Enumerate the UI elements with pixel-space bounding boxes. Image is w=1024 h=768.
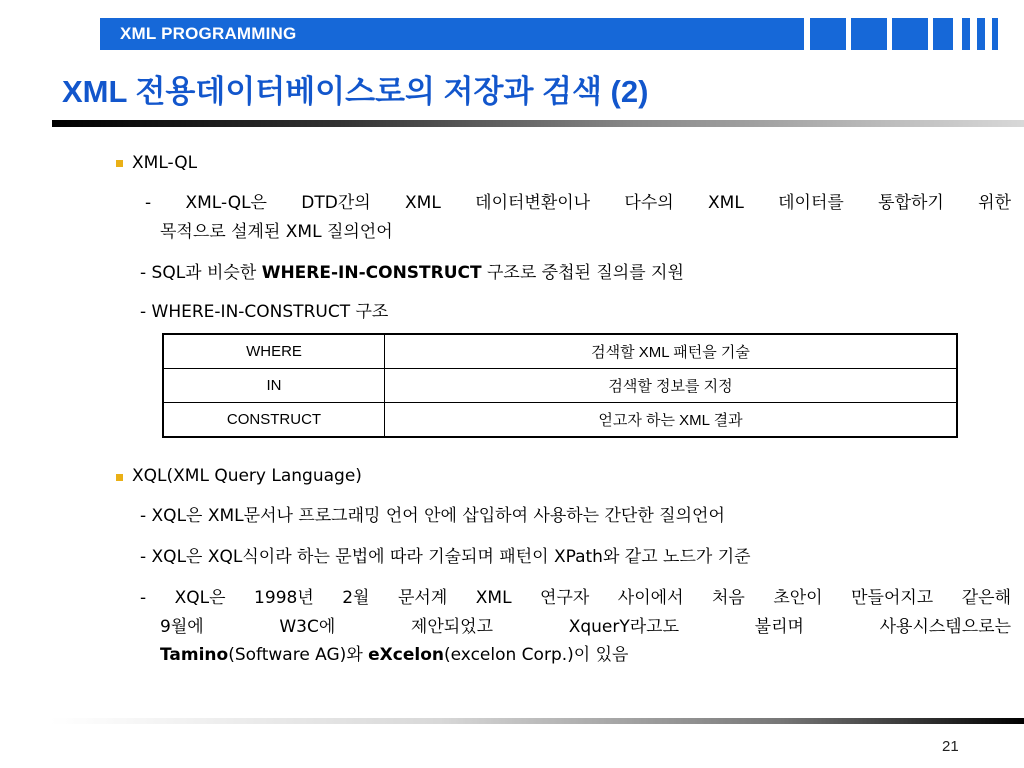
page-number: 21 <box>942 738 959 755</box>
xmlql-line2 <box>140 262 684 284</box>
banner-bar <box>962 18 970 50</box>
header-banner <box>100 18 804 50</box>
xql-line2: - XQL은 XQL식이라 하는 문법에 따라 기술되며 패턴이 XPath와 같고 노드가 기준 <box>140 547 751 567</box>
xql-line3b: 9월에 W3C에 제안되었고 XquerY라고도 불리며 사용시스템으로는 <box>160 617 1011 637</box>
banner-square <box>892 18 928 50</box>
product-tamino: Tamino <box>160 645 229 665</box>
xmlql-line2-pre: - SQL과 비슷한 <box>140 263 262 283</box>
xql-line3c-part4: (excelon Corp.)이 있음 <box>444 645 629 665</box>
table-cell-desc: 검색할 XML 패턴을 기술 <box>385 334 958 369</box>
banner-bar <box>977 18 985 50</box>
table-cell-clause: IN <box>163 369 385 403</box>
xql-line3a: - XQL은 1998년 2월 문서계 XML 연구자 사이에서 처음 초안이 만들어지고 같은해 <box>140 588 1011 608</box>
course-label: XML PROGRAMMING <box>120 24 297 43</box>
table-row <box>163 334 957 369</box>
banner-square <box>851 18 887 50</box>
where-in-construct-table <box>162 333 958 438</box>
bullet-icon <box>116 474 123 481</box>
xql-line3c <box>160 644 628 666</box>
table-row <box>163 369 957 403</box>
xmlql-line2-post: 구조로 중첩된 질의를 지원 <box>481 263 684 283</box>
banner-bar <box>992 18 998 50</box>
banner-square <box>933 18 953 50</box>
xmlql-line3: - WHERE-IN-CONSTRUCT 구조 <box>140 302 389 322</box>
table-cell-clause: WHERE <box>163 334 385 369</box>
table-cell-desc: 얻고자 하는 XML 결과 <box>385 403 958 438</box>
title-divider <box>52 120 1024 127</box>
footer-divider <box>50 718 1024 724</box>
bullet-icon <box>116 160 123 167</box>
xmlql-line1a: - XML-QL은 DTD간의 XML 데이터변환이나 다수의 XML 데이터를 통합하기 위한 <box>145 193 1011 213</box>
xql-line1: - XQL은 XML문서나 프로그래밍 언어 안에 삽입하여 사용하는 간단한 질의언어 <box>140 506 725 526</box>
banner-square <box>810 18 846 50</box>
slide-title: XML 전용데이터베이스로의 저장과 검색 (2) <box>62 74 649 109</box>
section-heading-xmlql: XML-QL <box>132 153 198 173</box>
xmlql-line1b: 목적으로 설계된 XML 질의언어 <box>160 222 393 242</box>
table-cell-desc: 검색할 정보를 지정 <box>385 369 958 403</box>
table-cell-clause: CONSTRUCT <box>163 403 385 438</box>
product-excelon: eXcelon <box>368 645 445 665</box>
xmlql-line2-bold: WHERE-IN-CONSTRUCT <box>261 263 482 283</box>
xql-line3c-part2: (Software AG)와 <box>228 645 369 665</box>
section-heading-xql: XQL(XML Query Language) <box>132 466 362 486</box>
table-row <box>163 403 957 438</box>
